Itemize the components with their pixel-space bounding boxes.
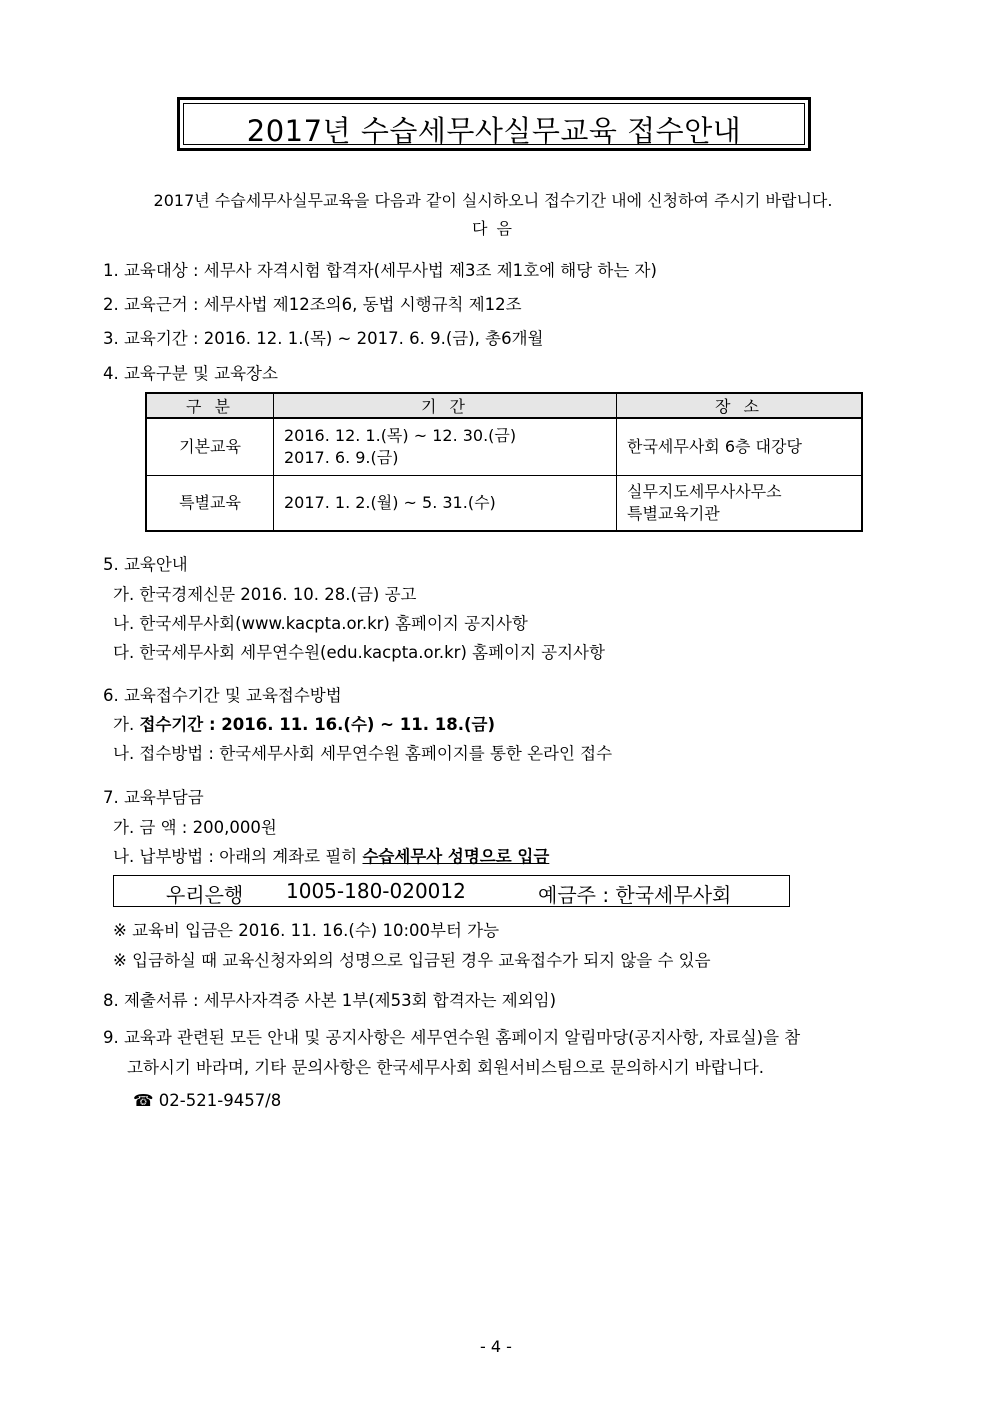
row-kind: 특별교육 [146, 476, 274, 532]
place-line: 실무지도세무사사무소 [627, 482, 782, 501]
row-period [274, 418, 617, 476]
deposit-emphasis: 수습세무사 성명으로 입금 [362, 847, 550, 866]
page-number: - 4 - [480, 1337, 512, 1356]
section6-a-prefix: 가. [113, 715, 140, 734]
place-line: 특별교육기관 [627, 504, 720, 523]
section7-item-a: 가. 금 액 : 200,000원 [113, 818, 277, 837]
item-9-line-2: 고하시기 바라며, 기타 문의사항은 한국세무사회 회원서비스팀으로 문의하시기 바랍니다. [127, 1058, 764, 1077]
bank-account-number: 1005-180-020012 [286, 879, 466, 903]
table-row [146, 418, 862, 476]
section5-item-a: 가. 한국경제신문 2016. 10. 28.(금) 공고 [113, 585, 417, 604]
note-1: ※ 교육비 입금은 2016. 11. 16.(수) 10:00부터 가능 [113, 921, 500, 940]
section7-item-b [113, 843, 549, 867]
title-box [177, 97, 811, 151]
row-kind: 기본교육 [146, 418, 274, 476]
header-place: 장 소 [617, 393, 863, 418]
row-period [274, 476, 617, 532]
table-row [146, 476, 862, 532]
note-2: ※ 입금하실 때 교육신청자외의 성명으로 입금된 경우 교육접수가 되지 않을 수 있음 [113, 951, 711, 970]
item-9-line-1: 9. 교육과 관련된 모든 안내 및 공지사항은 세무연수원 홈페이지 알림마당(공지사항, 자료실)을 참 [103, 1028, 801, 1047]
item-1: 1. 교육대상 : 세무사 자격시험 합격자(세무사법 제3조 제1호에 해당 하는 자) [103, 261, 657, 280]
bank-name: 우리은행 [166, 883, 244, 907]
bank-account-box [113, 875, 790, 907]
header-kind: 구 분 [146, 393, 274, 418]
page-title: 2017년 수습세무사실무교육 접수안내 [246, 114, 742, 148]
section5-item-b: 나. 한국세무사회(www.kacpta.or.kr) 홈페이지 공지사항 [113, 614, 528, 633]
account-holder: 예금주 : 한국세무사회 [538, 883, 732, 907]
section5-item-c: 다. 한국세무사회 세무연수원(edu.kacpta.or.kr) 홈페이지 공지사항 [113, 643, 605, 662]
section6-heading: 6. 교육접수기간 및 교육접수방법 [103, 686, 342, 705]
schedule-table [145, 392, 863, 532]
item-2: 2. 교육근거 : 세무사법 제12조의6, 동법 시행규칙 제12조 [103, 295, 522, 314]
section6-item-a [113, 711, 495, 735]
intro-text: 2017년 수습세무사실무교육을 다음과 같이 실시하오니 접수기간 내에 신청하여 주시기 바랍니다. [153, 191, 833, 210]
period-line: 2017. 1. 2.(월) ~ 5. 31.(수) [284, 493, 496, 512]
section7-heading: 7. 교육부담금 [103, 788, 204, 807]
header-period: 기 간 [274, 393, 617, 418]
item-4: 4. 교육구분 및 교육장소 [103, 364, 278, 383]
item-3: 3. 교육기간 : 2016. 12. 1.(목) ~ 2017. 6. 9.(금), 총6개월 [103, 329, 544, 348]
center-label: 다 음 [472, 219, 514, 238]
section5-heading: 5. 교육안내 [103, 555, 188, 574]
place-line: 한국세무사회 6층 대강당 [627, 437, 802, 456]
period-line: 2016. 12. 1.(목) ~ 12. 30.(금) [284, 426, 517, 445]
section6-item-b: 나. 접수방법 : 한국세무사회 세무연수원 홈페이지를 통한 온라인 접수 [113, 744, 613, 763]
row-place [617, 476, 863, 532]
reception-period: 접수기간 : 2016. 11. 16.(수) ~ 11. 18.(금) [139, 715, 495, 734]
section7-b-prefix: 나. 납부방법 : 아래의 계좌로 필히 [113, 847, 363, 866]
table-header-row [146, 393, 862, 418]
period-line: 2017. 6. 9.(금) [284, 448, 399, 467]
item-8: 8. 제출서류 : 세무사자격증 사본 1부(제53회 합격자는 제외임) [103, 991, 557, 1010]
phone-number: ☎ 02-521-9457/8 [133, 1091, 282, 1110]
row-place [617, 418, 863, 476]
